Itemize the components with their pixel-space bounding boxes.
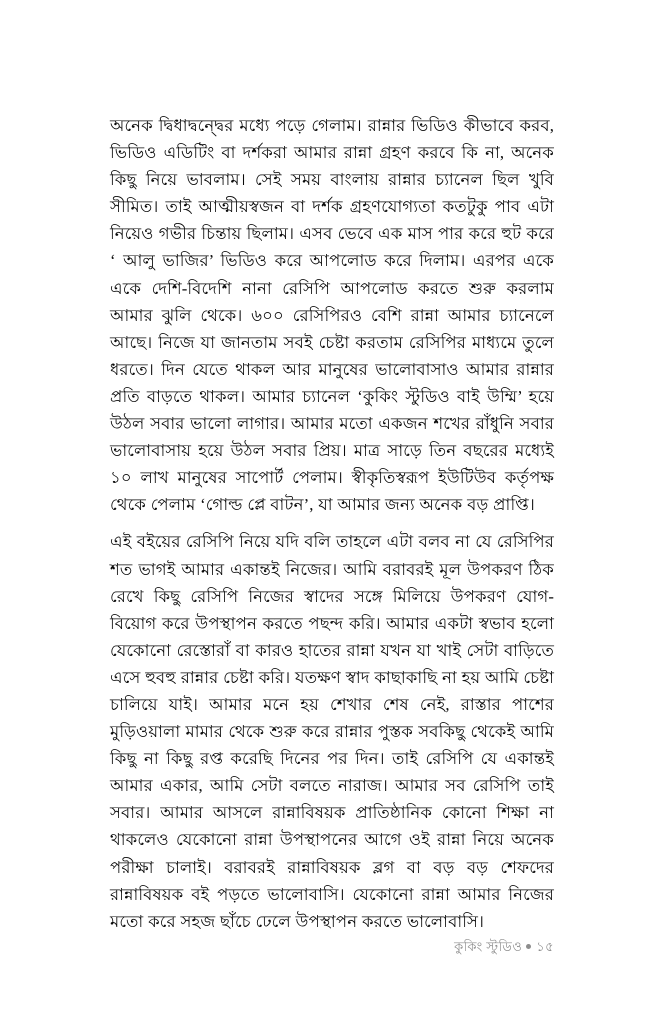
footer-page-number: ১৫ bbox=[536, 939, 554, 954]
footer-book-title: কুকিং স্টুডিও bbox=[454, 939, 523, 954]
page-text-column bbox=[110, 112, 554, 935]
page-footer bbox=[110, 938, 554, 956]
footer-bullet-icon bbox=[526, 944, 531, 949]
body-paragraph-1: অনেক দ্বিধাদ্বন্দ্বের মধ্যে পড়ে গেলাম। রান্নার ভিডিও কীভাবে করব, ভিডিও এডিটিং বা দর্শকরা আমার রান্না গ্রহণ করবে কি না, অনেক কিছু নিয়ে ভাবলাম। সেই সময় বাংলায় রান্নার চ্যানেল ছিল খুবি সীমিত। তাই আত্মীয়স্বজন বা দর্শক গ্রহণযোগ্যতা কতটুকু পাব এটা নিয়েও গভীর চিন্তায় ছিলাম। এসব ভেবে এক মাস পার করে হুট করে ‘ আলু ভাজির’ ভিডিও করে আপলোড করে দিলাম। এরপর একে একে দেশি-বিদেশি নানা রেসিপি আপলোড করতে শুরু করলাম আমার ঝুলি থেকে। ৬০০ রেসিপিরও বেশি রান্না আমার চ্যানেলে আছে। নিজে যা জানতাম সবই চেষ্টা করতাম রেসিপির মাধ্যমে তুলে ধরতে। দিন যেতে থাকল আর মানুষের ভালোবাসাও আমার রান্নার প্রতি বাড়তে থাকল। আমার চ্যানেল ‘কুকিং স্টুডিও বাই উম্মি’ হয়ে উঠল সবার ভালো লাগার। আমার মতো একজন শখের রাঁধুনি সবার ভালোবাসায় হয়ে উঠল সবার প্রিয়। মাত্র সাড়ে তিন বছরের মধ্যেই ১০ লাখ মানুষের সাপোর্ট পেলাম। স্বীকৃতিস্বরূপ ইউটিউব কর্তৃপক্ষ থেকে পেলাম ‘গোল্ড প্লে বাটন’, যা আমার জন্য অনেক বড় প্রাপ্তি। bbox=[110, 116, 554, 515]
body-paragraph-2: এই বইয়ের রেসিপি নিয়ে যদি বলি তাহলে এটা বলব না যে রেসিপির শত ভাগই আমার একান্তই নিজের। আমি বরাবরই মূল উপকরণ ঠিক রেখে কিছু রেসিপি নিজের স্বাদের সঙ্গে মিলিয়ে উপকরণ যোগ-বিয়োগ করে উপস্থাপন করতে পছন্দ করি। আমার একটা স্বভাব হলো যেকোনো রেস্তোরাঁ বা কারও হাতের রান্না যখন যা খাই সেটা বাড়িতে এসে হুবহু রান্নার চেষ্টা করি। যতক্ষণ স্বাদ কাছাকাছি না হয় আমি চেষ্টা চালিয়ে যাই। আমার মনে হয় শেখার শেষ নেই, রাস্তার পাশের মুড়িওয়ালা মামার থেকে শুরু করে রান্নার পুস্তক সবকিছু থেকেই আমি কিছু না কিছু রপ্ত করেছি দিনের পর দিন। তাই রেসিপি যে একান্তই আমার একার, আমি সেটা বলতে নারাজ। আমার সব রেসিপি তাই সবার। আমার আসলে রান্নাবিষয়ক প্রাতিষ্ঠানিক কোনো শিক্ষা না থাকলেও যেকোনো রান্না উপস্থাপনের আগে ওই রান্না নিয়ে অনেক পরীক্ষা চালাই। বরাবরই রান্নাবিষয়ক ব্লগ বা বড় বড় শেফদের রান্নাবিষয়ক বই পড়তে ভালোবাসি। যেকোনো রান্না আমার নিজের মতো করে সহজ ছাঁচে ঢেলে উপস্থাপন করতে ভালোবাসি। bbox=[110, 532, 554, 931]
